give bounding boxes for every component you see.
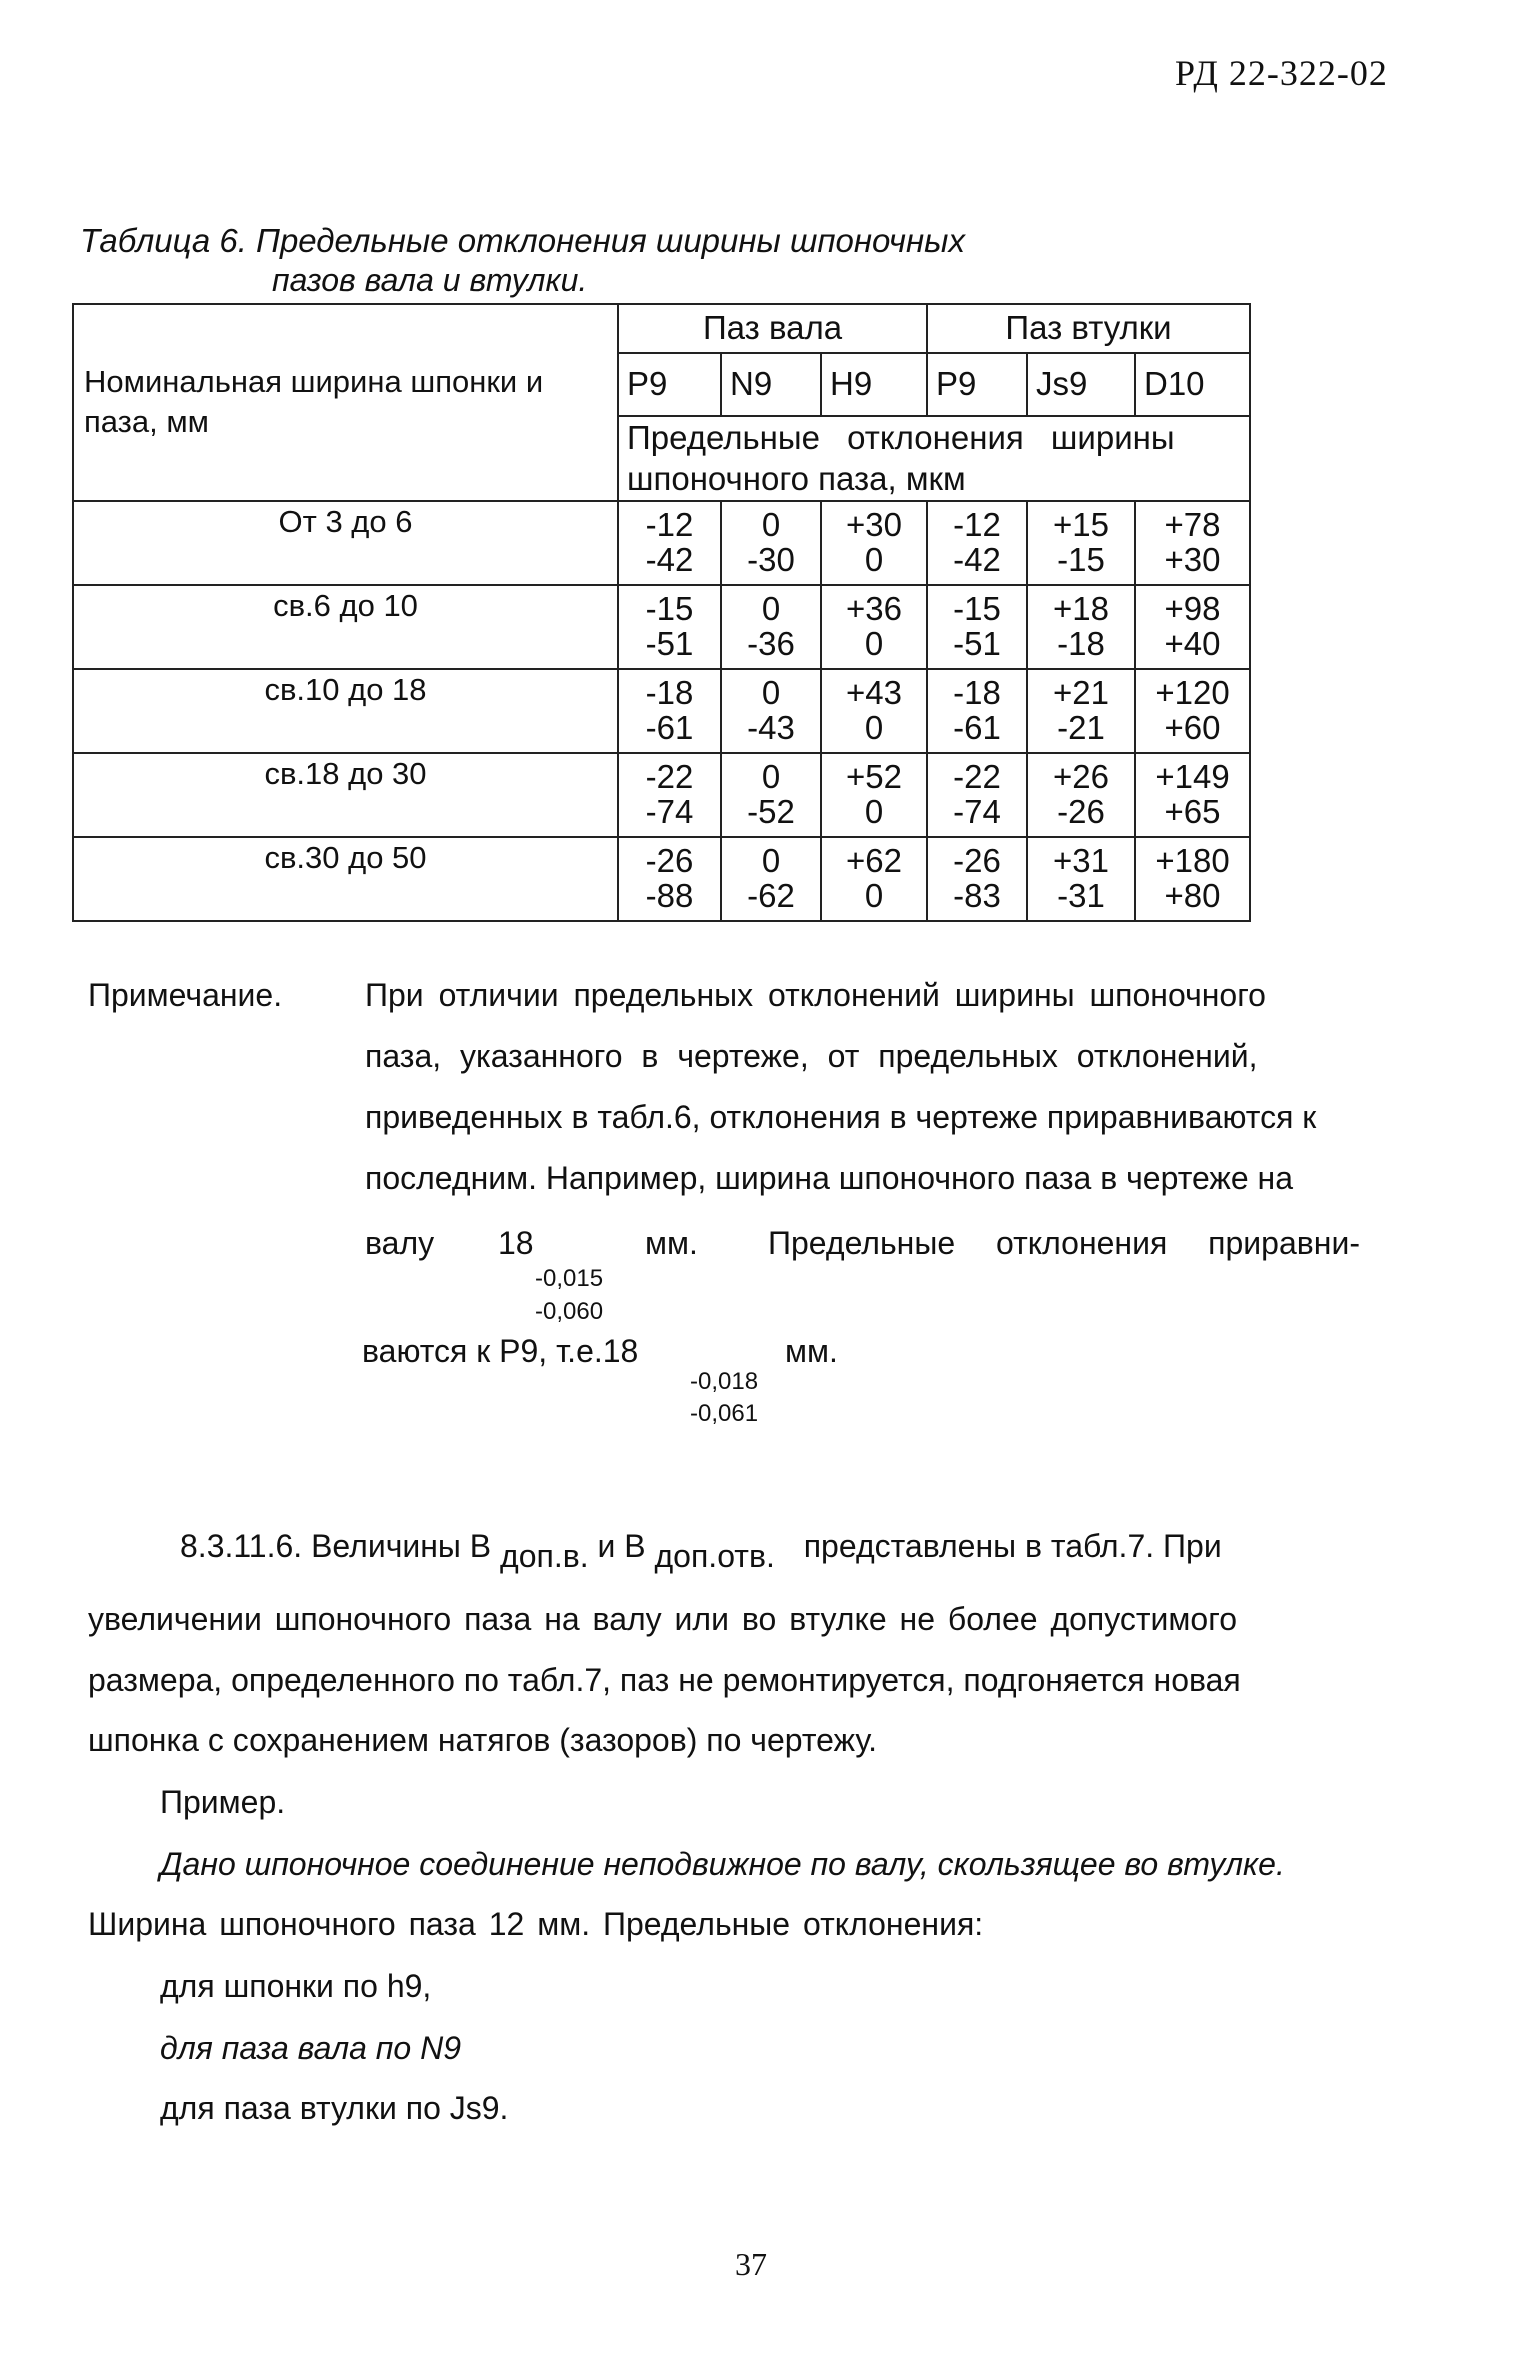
lower-deviation: 0 [864,624,884,662]
subscript-dop-v: доп.в. [500,1538,589,1574]
upper-deviation: +18 [1053,589,1109,627]
lower-deviation: 0 [864,876,884,914]
tolerance-field-header: N9 [721,353,821,416]
upper-deviation: +43 [846,673,902,711]
lower-deviation: -52 [747,792,795,830]
table-row [73,585,1250,669]
table-row [73,837,1250,921]
upper-deviation: +120 [1155,673,1230,711]
lower-deviation: -31 [1057,876,1105,914]
deviation-cell [618,501,721,585]
lower-deviation: -61 [953,708,1001,746]
deviation-cell [618,753,721,837]
hub-slot-header: Паз втулки [927,304,1250,353]
deviation-cell [927,753,1027,837]
upper-deviation: -12 [953,505,1001,543]
deviation-cell [1135,753,1250,837]
lower-deviation: -83 [953,876,1001,914]
deviation-cell [1027,837,1135,921]
deviation-cell [1135,585,1250,669]
tolerance-field-header: D10 [1135,353,1250,416]
subscript-dop-otv: доп.отв. [654,1538,775,1574]
note-dimension-unit: мм. [645,1225,698,1261]
section-paragraph-line-3: размера, определенного по табл.7, паз не ремонтируется, подгоняется новая [88,1662,1241,1698]
lower-deviation: -30 [747,540,795,578]
lower-deviation: -26 [1057,792,1105,830]
tolerance-lower-1: -0,060 [535,1298,604,1325]
upper-deviation: +36 [846,589,902,627]
deviation-cell [821,837,927,921]
upper-deviation: 0 [761,589,781,627]
upper-deviation: +21 [1053,673,1109,711]
deviation-cell [721,585,821,669]
deviation-cell [927,669,1027,753]
unit-line-1: Предельные отклонения ширины [627,419,1175,456]
size-range-cell: св.10 до 18 [73,669,618,753]
lower-deviation: -61 [645,708,694,746]
section-paragraph-line-2: увеличении шпоночного паза на валу или во втулке не более допустимого [88,1601,1237,1637]
lower-deviation: +60 [1164,708,1221,746]
note-label: Примечание. [88,977,283,1013]
table-caption: Таблица 6. Предельные отклонения ширины шпоночных [80,222,965,259]
lower-deviation: +65 [1164,792,1221,830]
note-line-5-start: валу [365,1225,435,1261]
upper-deviation: +78 [1164,505,1221,543]
deviation-table [72,303,1251,922]
deviation-cell [618,669,721,753]
upper-deviation: -26 [645,841,694,879]
example-line-5: для паза втулки по Js9. [160,2090,509,2126]
tolerance-lower-2: -0,061 [690,1400,759,1427]
section-text-b: и В [597,1528,646,1564]
upper-deviation: +31 [1053,841,1109,879]
example-line-3: для шпонки по h9, [160,1968,432,2004]
upper-deviation: 0 [761,505,781,543]
example-line-2: Ширина шпоночного паза 12 мм. Предельные отклонения: [88,1906,984,1942]
lower-deviation: -62 [747,876,795,914]
section-text-c: представлены в табл.7. При [803,1528,1222,1564]
lower-deviation: 0 [864,708,884,746]
lower-deviation: +40 [1164,624,1221,662]
unit-line-2: шпоночного паза, мкм [627,460,966,498]
table-row [73,501,1250,585]
lower-deviation: 0 [864,540,884,578]
upper-deviation: +180 [1155,841,1230,879]
tolerance-upper-2: -0,018 [690,1368,759,1395]
page-number: 37 [735,2246,767,2282]
size-range-cell: св.30 до 50 [73,837,618,921]
deviation-cell [721,753,821,837]
upper-deviation: -18 [645,673,694,711]
deviation-cell [1027,669,1135,753]
upper-deviation: -12 [645,505,694,543]
deviation-cell [1027,753,1135,837]
document-code: РД 22-322-02 [1175,53,1388,93]
deviation-cell [618,837,721,921]
example-line-4: для паза вала по N9 [160,2030,461,2066]
lower-deviation: -18 [1057,624,1105,662]
upper-deviation: 0 [761,673,781,711]
upper-deviation: +98 [1164,589,1221,627]
note-line-6-unit: мм. [785,1333,838,1369]
lower-deviation: -21 [1057,708,1105,746]
size-range-cell: От 3 до 6 [73,501,618,585]
deviation-cell [1027,501,1135,585]
note-line-1: При отличии предельных отклонений ширины шпоночного [365,977,1266,1013]
upper-deviation: -26 [953,841,1001,879]
tolerance-field-header: Js9 [1027,353,1135,416]
upper-deviation: +26 [1053,757,1109,795]
deviation-cell [927,585,1027,669]
note-line-5-end: Предельные отклонения приравни- [768,1225,1360,1261]
lower-deviation: -43 [747,708,795,746]
upper-deviation: -22 [645,757,694,795]
deviation-cell [1135,837,1250,921]
shaft-slot-header: Паз вала [618,304,927,353]
tolerance-upper-1: -0,015 [535,1265,604,1292]
note-line-2: паза, указанного в чертеже, от предельных отклонений, [365,1038,1258,1074]
deviation-cell [821,501,927,585]
deviation-cell [927,837,1027,921]
size-range-cell: св.6 до 10 [73,585,618,669]
upper-deviation: +30 [846,505,902,543]
tolerance-field-header: H9 [821,353,927,416]
deviation-cell [721,669,821,753]
table-row [73,669,1250,753]
nominal-width-header: Номинальная ширина шпонки и паза, мм [73,304,618,501]
deviation-cell [721,837,821,921]
lower-deviation: -74 [953,792,1001,830]
deviation-cell [821,753,927,837]
lower-deviation: -42 [645,540,694,578]
example-title: Пример. [160,1784,286,1820]
upper-deviation: +149 [1155,757,1230,795]
deviation-cell [1027,585,1135,669]
lower-deviation: -51 [645,624,694,662]
example-line-1: Дано шпоночное соединение неподвижное по валу, скользящее во втулке. [160,1846,1285,1882]
lower-deviation: -15 [1057,540,1105,578]
deviation-cell [721,501,821,585]
tolerance-field-header: P9 [927,353,1027,416]
upper-deviation: -15 [953,589,1001,627]
lower-deviation: -36 [747,624,795,662]
upper-deviation: 0 [761,757,781,795]
upper-deviation: 0 [761,841,781,879]
deviation-cell [1135,669,1250,753]
section-text-a: 8.3.11.6. Величины В [180,1528,492,1564]
upper-deviation: -18 [953,673,1001,711]
note-line-3: приведенных в табл.6, отклонения в чертеже приравниваются к [365,1099,1317,1135]
lower-deviation: +30 [1164,540,1221,578]
section-paragraph-line-1 [180,1528,1222,1575]
deviation-cell [927,501,1027,585]
tolerance-field-header: P9 [618,353,721,416]
table-row [73,753,1250,837]
deviation-cell [821,585,927,669]
upper-deviation: -22 [953,757,1001,795]
deviation-cell [821,669,927,753]
lower-deviation: -74 [645,792,694,830]
upper-deviation: +15 [1053,505,1109,543]
lower-deviation: -42 [953,540,1001,578]
upper-deviation: -15 [645,589,694,627]
lower-deviation: -88 [645,876,694,914]
deviation-cell [1135,501,1250,585]
lower-deviation: 0 [864,792,884,830]
table-caption-continued: пазов вала и втулки. [272,262,588,298]
note-line-6-start: ваются к P9, т.е.18 [362,1333,639,1369]
note-dimension-value: 18 [498,1225,534,1261]
deviation-cell [618,585,721,669]
upper-deviation: +52 [846,757,902,795]
note-line-4: последним. Например, ширина шпоночного паза в чертеже на [365,1160,1293,1196]
lower-deviation: +80 [1164,876,1221,914]
lower-deviation: -51 [953,624,1001,662]
section-paragraph-line-4: шпонка с сохранением натягов (зазоров) по чертежу. [88,1722,878,1758]
deviation-unit-header [618,416,1250,501]
upper-deviation: +62 [846,841,902,879]
size-range-cell: св.18 до 30 [73,753,618,837]
